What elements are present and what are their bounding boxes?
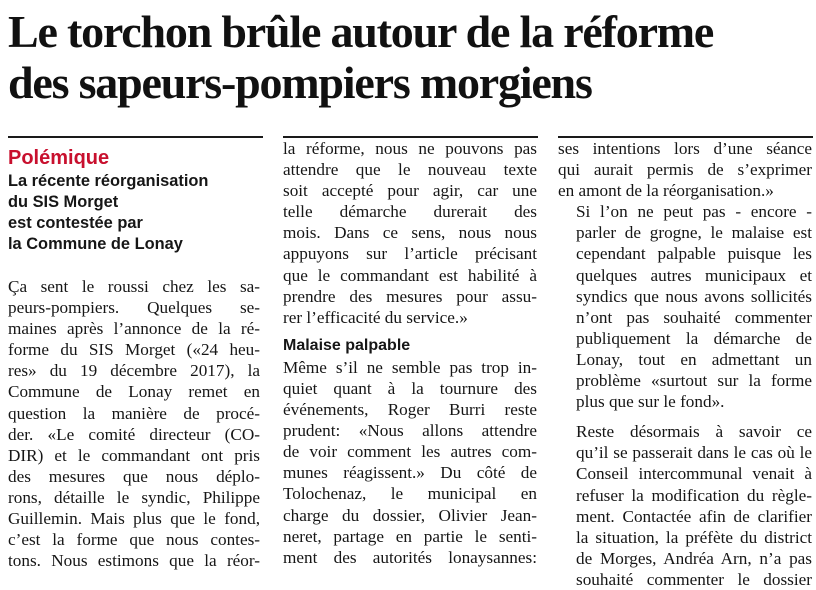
text-line: qui aurait permis de s’exprimer	[558, 160, 812, 180]
text-line: qu’il se passerait dans le cas où le	[576, 443, 812, 463]
paragraph-intro	[8, 276, 260, 571]
headline-line-1: Le torchon brûle autour de la réforme	[8, 6, 714, 57]
deck	[8, 171, 260, 255]
text-line: Guillemin. Mais plus que le fond,	[8, 509, 260, 529]
text-line: maines après l’annonce de la ré-	[8, 319, 260, 339]
text-line: cependant palpable puisque les	[576, 244, 812, 264]
text-line: appuyons sur l’article précisant	[283, 244, 537, 264]
text-line: quiet quant à la tournure des	[283, 378, 537, 398]
text-line: DIR) et le commandant ont pris	[8, 445, 260, 465]
text-line: attendre que le nouveau texte	[283, 160, 537, 180]
paragraph-reactions	[283, 357, 537, 568]
text-line: des mesures que nous déplo-	[8, 466, 260, 486]
text-line: charge du dossier, Olivier Jean-	[283, 505, 537, 525]
text-line: quelques autres municipaux et	[576, 265, 812, 285]
text-line: telle démarche durerait des	[283, 202, 537, 222]
text-line: question la manière de procé-	[8, 403, 260, 423]
deck-line-2: du SIS Morget	[8, 193, 119, 211]
text-line: souhaité commenter le dossier	[576, 569, 812, 589]
headline	[8, 6, 813, 108]
text-line: Lonay, tout en admettant un	[576, 349, 812, 369]
text-line: syndics que nous avons sollicités	[576, 286, 812, 306]
text-line: problème «surtout sur la forme	[576, 371, 812, 391]
text-line: parler de grogne, le malaise est	[576, 223, 812, 243]
text-line: de Morges, Andréa Arn, n’a pas	[576, 548, 812, 568]
text-line: plus que sur le fond».	[576, 392, 725, 412]
text-line: la situation, la préfète du district	[576, 527, 812, 547]
text-line: n’ont pas souhaité commenter	[576, 307, 812, 327]
text-line: prendre des mesures pour assu-	[283, 286, 537, 306]
text-line: peurs-pompiers. Quelques se-	[8, 298, 260, 318]
paragraph-continuation	[558, 138, 812, 201]
text-line: c’est la forme que nous contes-	[8, 530, 260, 550]
text-line: refuser la modification du règle-	[576, 485, 812, 505]
text-line: publiquement la démarche de	[576, 328, 812, 348]
text-line: Tolochenaz, le municipal en	[283, 484, 537, 504]
spacer	[558, 412, 812, 421]
text-line: forme du SIS Morget («24 heu-	[8, 340, 260, 360]
text-line: Conseil intercommunal venait à	[576, 464, 812, 484]
deck-line-3: est contestée par	[8, 214, 143, 232]
paragraph-malaise	[558, 201, 812, 412]
text-line: en amont de la réorganisation.»	[558, 181, 774, 201]
article-column-3	[558, 138, 812, 589]
text-line: ment. Contactée afin de clarifier	[576, 506, 812, 526]
text-line: Commune de Lonay remet en	[8, 382, 260, 402]
deck-line-1: La récente réorganisation	[8, 172, 209, 190]
article-column-1	[8, 138, 260, 578]
text-line: Ça sent le roussi chez les sa-	[8, 277, 260, 296]
text-line: rer l’efficacité du service.»	[283, 307, 468, 327]
text-line: der. «Le comité directeur (CO-	[8, 424, 260, 444]
text-line: la réforme, nous ne pouvons pas	[283, 139, 537, 158]
text-line: que le commandant est habilité à	[283, 265, 537, 285]
text-line: mois. Dans ce sens, nous nous	[283, 223, 537, 243]
paragraph-outlook	[558, 421, 812, 590]
text-line: res» du 19 décembre 2017), la	[8, 361, 260, 381]
deck-line-4: la Commune de Lonay	[8, 235, 183, 253]
text-line: prudent: «Nous allons attendre	[283, 421, 537, 441]
text-line: Même s’il ne semble pas trop in-	[283, 357, 537, 377]
text-line: Reste désormais à savoir ce	[576, 422, 812, 442]
subhead: Malaise palpable	[283, 336, 411, 354]
kicker: Polémique	[8, 147, 110, 169]
text-line: événements, Roger Burri reste	[283, 400, 537, 420]
text-line: tons. Nous estimons que la réor-	[8, 551, 260, 571]
text-line: ment des autorités lonaysannes:	[283, 547, 537, 567]
text-line: Si l’on ne peut pas - encore -	[576, 202, 812, 222]
text-line: rons, détaille le syndic, Philippe	[8, 487, 260, 507]
paragraph-reform-quote	[283, 138, 537, 328]
text-line: neret, partage en partie le senti-	[283, 526, 537, 546]
article-column-2	[283, 138, 537, 578]
text-line: soit accepté pour agir, car une	[283, 181, 537, 201]
headline-line-2: des sapeurs-pompiers morgiens	[8, 57, 592, 108]
text-line: ses intentions lors d’une séance	[558, 139, 812, 158]
text-line: de voir comment les autres com-	[283, 442, 537, 462]
text-line: munes réagissent.» Du côté de	[283, 463, 537, 483]
spacer	[8, 255, 260, 276]
